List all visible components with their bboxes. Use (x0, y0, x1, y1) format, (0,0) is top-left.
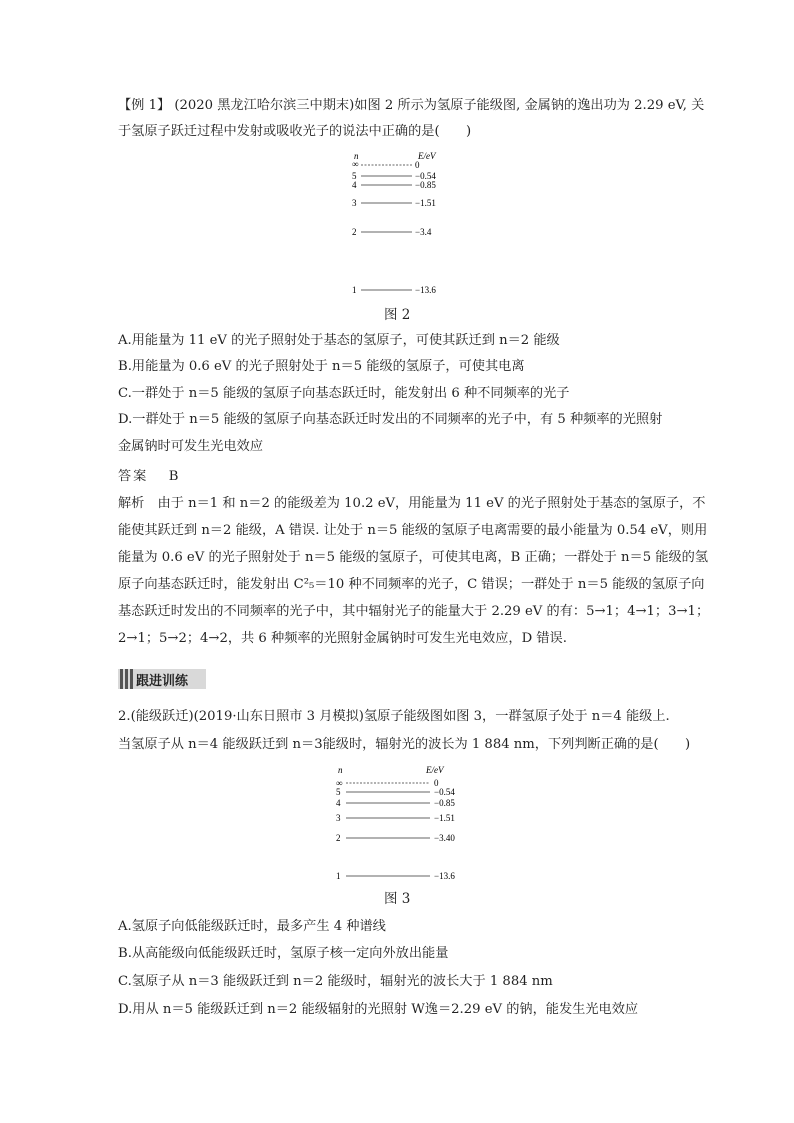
figure2-caption: 图 2 (384, 307, 411, 323)
answer-label: 答案 (118, 469, 149, 484)
fig2-level-e: 0 (415, 160, 420, 170)
fig2-level-n: 5 (352, 171, 357, 181)
fig2-level-e: −0.85 (415, 180, 436, 190)
analysis-line: 2→1；5→2；4→2，共 6 种频率的光照射金属钠时可发生光电效应，D 错误. (118, 631, 567, 646)
fig3-level-n: 4 (336, 798, 341, 808)
example1-option-c: C.一群处于 n＝5 能级的氢原子向基态跃迁时，能发射出 6 种不同频率的光子 (118, 386, 570, 401)
fig3-level-n: 2 (336, 833, 341, 843)
energy-level-diagram-fig2 (340, 148, 460, 300)
example1-line2: 于氢原子跃迁过程中发射或吸收光子的说法中正确的是( ) (118, 124, 472, 139)
example1-option-a: A.用能量为 11 eV 的光子照射处于基态的氢原子，可使其跃迁到 n＝2 能级 (118, 333, 560, 348)
problem2-option-d: D.用从 n＝5 能级跃迁到 n＝2 能级辐射的光照射 W逸＝2.29 eV 的钠，能发生光电效应 (118, 1002, 639, 1017)
fig2-level-e: −1.51 (415, 198, 436, 208)
problem2-line1: 2.(能级跃迁)(2019·山东日照市 3 月模拟)氢原子能级图如图 3，一群氢原子处于 n＝4 能级上. (118, 709, 670, 724)
fig2-level-n: 3 (352, 198, 357, 208)
analysis-line: 解析 由于 n＝1 和 n＝2 的能级差为 10.2 eV，用能量为 11 eV 的光子照射处于基态的氢原子，不 (118, 496, 706, 511)
section-header (118, 669, 206, 689)
fig3-level-e: −3.40 (434, 833, 455, 843)
answer-value: B (168, 469, 179, 484)
fig3-level-e: −0.54 (434, 787, 455, 797)
section-title: 跟进训练 (136, 674, 189, 689)
example1-option-d-cont: 金属钠时可发生光电效应 (118, 439, 264, 454)
fig2-level-n: 4 (352, 180, 357, 190)
problem2-option-b: B.从高能级向低能级跃迁时，氢原子核一定向外放出能量 (118, 946, 449, 961)
fig3-level-n: ∞ (336, 778, 343, 788)
fig3-level-e: −13.6 (434, 871, 455, 881)
fig2-level-e: −13.6 (415, 285, 436, 295)
fig2-level-n: 1 (352, 285, 357, 295)
example1-option-d: D.一群处于 n＝5 能级的氢原子向基态跃迁时发出的不同频率的光子中，有 5 种频率的光照射 (118, 412, 663, 427)
fig3-axis-n: n (338, 765, 343, 775)
example1-line1: 【例 1】 (2020 黑龙江哈尔滨三中期末)如图 2 所示为氢原子能级图, 金属钠的逸出功为 2.29 eV, 关 (118, 98, 705, 113)
figure3-caption: 图 3 (384, 891, 411, 907)
fig2-axis-e: E/eV (418, 151, 436, 161)
analysis-line: 能使其跃迁到 n＝2 能级，A 错误. 让处于 n＝5 能级的氢原子电离需要的最小能量为 0.54 eV，则用 (118, 523, 708, 538)
answer-row (118, 467, 688, 487)
analysis-line: 原子向基态跃迁时，能发射出 C²₅＝10 种不同频率的光子，C 错误；一群处于 n＝5 能级的氢原子向 (118, 577, 705, 592)
analysis-line: 能量为 0.6 eV 的光子照射处于 n＝5 能级的氢原子，可使其电离，B 正确；一群处于 n＝5 能级的氢 (118, 550, 709, 565)
analysis-line: 基态跃迁时发出的不同频率的光子中，其中辐射光子的能量大于 2.29 eV 的有：5→1；4→1；3→1； (118, 604, 710, 619)
energy-level-diagram-fig3 (328, 762, 478, 884)
fig3-level-e: 0 (434, 778, 439, 788)
fig3-level-e: −0.85 (434, 798, 455, 808)
fig2-level-n: ∞ (352, 159, 359, 169)
fig2-level-e: −3.4 (415, 227, 432, 237)
fig2-axis-n: n (354, 151, 359, 161)
fig3-level-n: 3 (336, 813, 341, 823)
fig3-level-n: 5 (336, 787, 341, 797)
fig3-level-e: −1.51 (434, 813, 455, 823)
fig3-level-n: 1 (336, 871, 341, 881)
problem2-option-a: A.氢原子向低能级跃迁时，最多产生 4 种谱线 (118, 919, 386, 934)
fig3-axis-e: E/eV (426, 765, 444, 775)
fig2-level-e: −0.54 (415, 171, 436, 181)
fig2-level-n: 2 (352, 227, 357, 237)
problem2-line2: 当氢原子从 n＝4 能级跃迁到 n＝3能级时，辐射光的波长为 1 884 nm，下列判断正确的是( ) (118, 737, 691, 752)
problem2-option-c: C.氢原子从 n＝3 能级跃迁到 n＝2 能级时，辐射光的波长大于 1 884 nm (118, 974, 553, 989)
example1-option-b: B.用能量为 0.6 eV 的光子照射处于 n＝5 能级的氢原子，可使其电离 (118, 359, 525, 374)
